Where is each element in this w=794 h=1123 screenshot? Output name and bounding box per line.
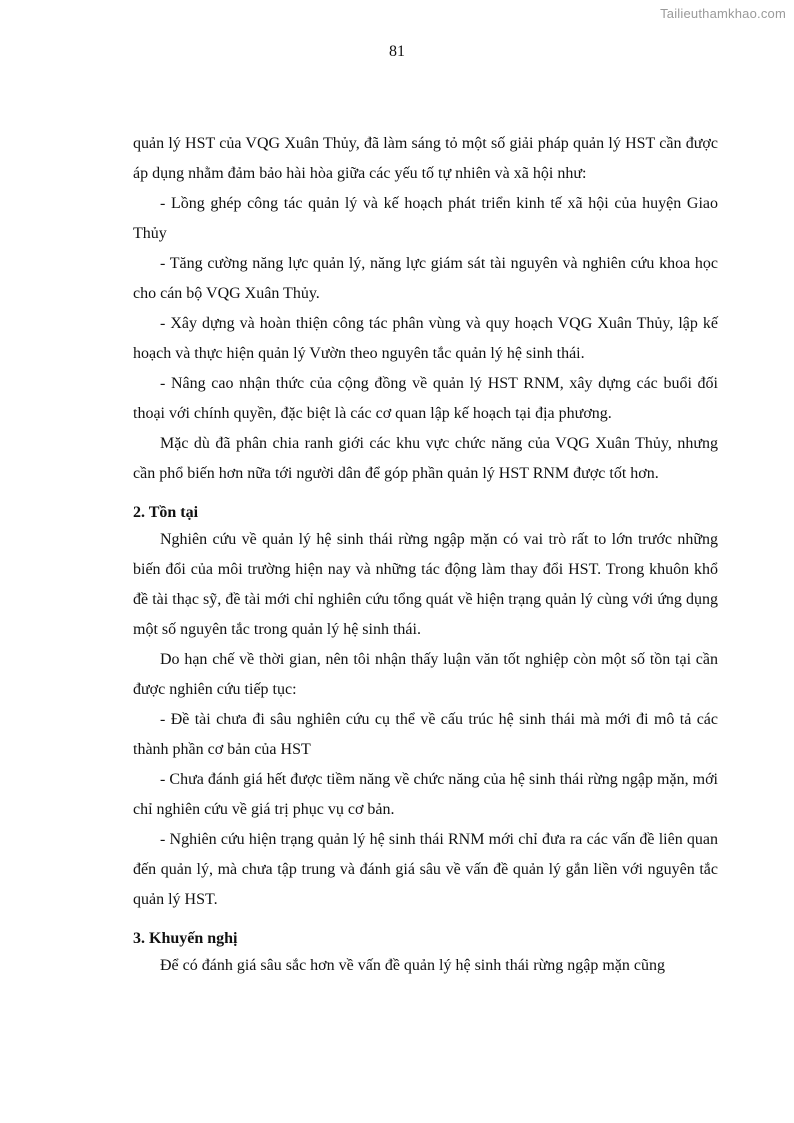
watermark: Tailieuthamkhao.com: [660, 6, 786, 21]
bullet-item: - Chưa đánh giá hết được tiềm năng về chức năng của hệ sinh thái rừng ngập mặn, mới chỉ nghiên cứu về giá trị phục vụ cơ bản.: [133, 771, 718, 818]
page-number: 81: [389, 43, 405, 60]
paragraph: Nghiên cứu về quản lý hệ sinh thái rừng ngập mặn có vai trò rất to lớn trước những biến đổi của môi trường hiện nay và những tác động làm thay đổi HST. Trong khuôn khổ đề tài thạc sỹ, đề tài mới chỉ nghiên cứu tổng quát về hiện trạng quản lý cùng với ứng dụng một số nguyên tắc trong quản lý hệ sinh thái.: [133, 531, 718, 638]
bullet-item: - Đề tài chưa đi sâu nghiên cứu cụ thể về cấu trúc hệ sinh thái mà mới đi mô tả các thành phần cơ bản của HST: [133, 711, 718, 758]
bullet-item: - Nâng cao nhận thức của cộng đồng về quản lý HST RNM, xây dựng các buổi đối thoại với chính quyền, đặc biệt là các cơ quan lập kế hoạch tại địa phương.: [133, 375, 718, 422]
paragraph: Do hạn chế về thời gian, nên tôi nhận thấy luận văn tốt nghiệp còn một số tồn tại cần được nghiên cứu tiếp tục:: [133, 651, 718, 698]
document-body: [133, 129, 718, 981]
section-heading: 2. Tồn tại: [133, 504, 199, 521]
paragraph: Mặc dù đã phân chia ranh giới các khu vực chức năng của VQG Xuân Thủy, nhưng cần phổ biến hơn nữa tới người dân để góp phần quản lý HST RNM được tốt hơn.: [133, 435, 718, 482]
paragraph: quản lý HST của VQG Xuân Thủy, đã làm sáng tỏ một số giải pháp quản lý HST cần được áp dụng nhằm đảm bảo hài hòa giữa các yếu tố tự nhiên và xã hội như:: [133, 135, 718, 182]
bullet-item: - Nghiên cứu hiện trạng quản lý hệ sinh thái RNM mới chỉ đưa ra các vấn đề liên quan đến quản lý, mà chưa tập trung và đánh giá sâu về vấn đề quản lý gắn liền với nguyên tắc quản lý HST.: [133, 831, 718, 908]
bullet-item: - Tăng cường năng lực quản lý, năng lực giám sát tài nguyên và nghiên cứu khoa học cho cán bộ VQG Xuân Thủy.: [133, 255, 718, 302]
paragraph: Để có đánh giá sâu sắc hơn về vấn đề quản lý hệ sinh thái rừng ngập mặn cũng: [160, 957, 665, 974]
section-heading: 3. Khuyến nghị: [133, 930, 238, 947]
bullet-item: - Xây dựng và hoàn thiện công tác phân vùng và quy hoạch VQG Xuân Thủy, lập kế hoạch và thực hiện quản lý Vườn theo nguyên tắc quản lý hệ sinh thái.: [133, 315, 718, 362]
bullet-item: - Lồng ghép công tác quản lý và kế hoạch phát triển kinh tế xã hội của huyện Giao Thủy: [133, 195, 718, 242]
